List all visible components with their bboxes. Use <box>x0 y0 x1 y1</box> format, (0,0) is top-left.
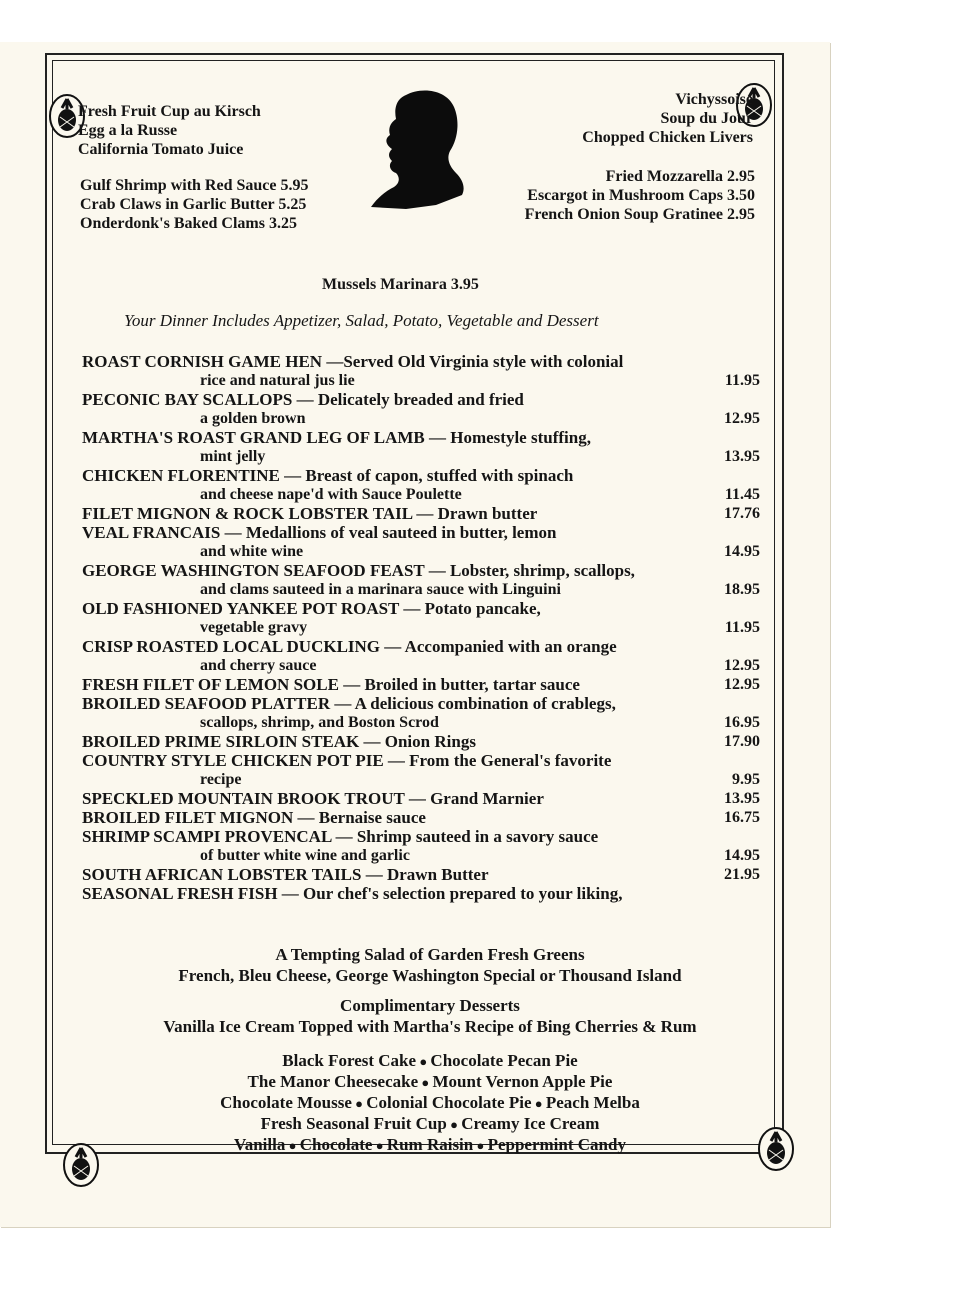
entree-name: SHRIMP SCAMPI PROVENCAL — Shrimp sauteed in a savory sauce <box>82 827 599 846</box>
bullet-icon: ● <box>285 1138 300 1153</box>
entree-description: vegetable gravy <box>200 619 308 636</box>
entree-name: MARTHA'S ROAST GRAND LEG OF LAMB — Homestyle stuffing, <box>82 428 591 447</box>
entree-item <box>82 523 762 561</box>
entree-price: 11.95 <box>724 372 760 389</box>
appetizer-item: Chopped Chicken Livers <box>582 129 753 146</box>
dessert-item: Chocolate Mousse <box>220 1093 352 1112</box>
entree-price: 11.95 <box>724 619 760 636</box>
entree-description: and cheese nape'd with Sauce Poulette <box>200 486 462 503</box>
entree-price: 14.95 <box>724 847 760 864</box>
entree-name: SEASONAL FRESH FISH — Our chef's selection prepared to your liking, <box>82 884 623 903</box>
dessert-item: Fresh Seasonal Fruit Cup <box>260 1114 447 1133</box>
entree-price: 14.95 <box>724 543 760 560</box>
entree-name: COUNTRY STYLE CHICKEN POT PIE — From the General's favorite <box>82 751 612 770</box>
entree-item <box>82 865 762 884</box>
entree-item <box>82 694 762 732</box>
entree-item <box>82 751 762 789</box>
bullet-icon: ● <box>372 1138 387 1153</box>
bullet-icon: ● <box>446 1117 462 1132</box>
bullet-icon: ● <box>351 1096 367 1111</box>
dessert-item: Peppermint Candy <box>487 1135 626 1154</box>
desserts-title: Complimentary Desserts <box>340 996 520 1015</box>
entree-price: 17.76 <box>724 505 760 522</box>
dessert-item: Mount Vernon Apple Pie <box>432 1072 613 1091</box>
appetizers-left <box>78 102 261 159</box>
dessert-item: Chocolate Pecan Pie <box>430 1051 578 1070</box>
entree-item <box>82 561 762 599</box>
dessert-line <box>60 1134 800 1156</box>
entree-description: recipe <box>200 771 242 788</box>
dessert-line <box>60 1050 800 1072</box>
entree-price: 21.95 <box>724 866 760 883</box>
entree-item <box>82 466 762 504</box>
dessert-item: Vanilla <box>234 1135 286 1154</box>
entree-price: 12.95 <box>724 657 760 674</box>
dessert-line <box>60 1071 800 1093</box>
entree-price: 12.95 <box>724 676 760 693</box>
priced-appetizer-item: Crab Claws in Garlic Butter 5.25 <box>80 196 307 213</box>
entree-description: and cherry sauce <box>200 657 317 674</box>
entree-item <box>82 789 762 808</box>
entree-name: CHICKEN FLORENTINE — Breast of capon, stuffed with spinach <box>82 466 574 485</box>
appetizer-item: California Tomato Juice <box>78 141 244 158</box>
dessert-item: Colonial Chocolate Pie <box>366 1093 532 1112</box>
priced-appetizers-left <box>80 176 308 233</box>
entree-item <box>82 884 762 903</box>
entree-item <box>82 504 762 523</box>
bullet-icon: ● <box>531 1096 546 1111</box>
entree-item <box>82 390 762 428</box>
dessert-item: Creamy Ice Cream <box>461 1114 600 1133</box>
priced-appetizer-center: Mussels Marinara 3.95 <box>322 276 479 293</box>
priced-appetizer-item: Escargot in Mushroom Caps 3.50 <box>527 187 755 204</box>
entree-price: 18.95 <box>724 581 760 598</box>
entree-name: BROILED FILET MIGNON — Bernaise sauce <box>82 808 426 827</box>
entree-name: BROILED PRIME SIRLOIN STEAK — Onion Rings <box>82 732 476 751</box>
dessert-item: Black Forest Cake <box>282 1051 417 1070</box>
entree-item <box>82 599 762 637</box>
washington-silhouette-icon <box>366 87 476 212</box>
appetizer-item: Fresh Fruit Cup au Kirsch <box>78 103 261 120</box>
entree-item <box>82 675 762 694</box>
salad-dressings: French, Bleu Cheese, George Washington Special or Thousand Island <box>178 966 682 985</box>
entree-name: ROAST CORNISH GAME HEN —Served Old Virginia style with colonial <box>82 352 624 371</box>
entree-name: FRESH FILET OF LEMON SOLE — Broiled in butter, tartar sauce <box>82 675 580 694</box>
entree-price: 9.95 <box>732 771 760 788</box>
entree-list <box>82 352 762 903</box>
entree-name: VEAL FRANCAIS — Medallions of veal sauteed in butter, lemon <box>82 523 557 542</box>
priced-appetizer-item: French Onion Soup Gratinee 2.95 <box>524 206 755 223</box>
appetizer-item: Vichyssoise <box>675 91 753 108</box>
priced-appetizer-item: Gulf Shrimp with Red Sauce 5.95 <box>80 177 309 194</box>
entree-item <box>82 827 762 865</box>
dessert-item: The Manor Cheesecake <box>247 1072 419 1091</box>
entree-price: 12.95 <box>724 410 760 427</box>
entree-description: and white wine <box>200 543 304 560</box>
bullet-icon: ● <box>416 1054 431 1069</box>
bullet-icon: ● <box>418 1075 433 1090</box>
entree-description: and clams sauteed in a marinara sauce with Linguini <box>200 581 561 598</box>
priced-appetizer-item: Fried Mozzarella 2.95 <box>605 168 755 185</box>
entree-name: BROILED SEAFOOD PLATTER — A delicious combination of crablegs, <box>82 694 616 713</box>
entree-item <box>82 637 762 675</box>
bullet-icon: ● <box>473 1138 488 1153</box>
entree-name: OLD FASHIONED YANKEE POT ROAST — Potato pancake, <box>82 599 541 618</box>
dessert-item: Chocolate <box>299 1135 373 1154</box>
dessert-line <box>60 1092 800 1114</box>
entree-price: 13.95 <box>724 448 760 465</box>
entree-price: 16.95 <box>724 714 760 731</box>
entree-item <box>82 808 762 827</box>
entree-price: 17.90 <box>724 733 760 750</box>
entree-name: PECONIC BAY SCALLOPS — Delicately breaded and fried <box>82 390 524 409</box>
salad-title: A Tempting Salad of Garden Fresh Greens <box>275 945 585 964</box>
entree-name: GEORGE WASHINGTON SEAFOOD FEAST — Lobster, shrimp, scallops, <box>82 561 635 580</box>
entree-name: SOUTH AFRICAN LOBSTER TAILS — Drawn Butter <box>82 865 489 884</box>
entree-description: a golden brown <box>200 410 306 427</box>
dessert-line <box>60 1113 800 1135</box>
entree-price: 13.95 <box>724 790 760 807</box>
entree-name: CRISP ROASTED LOCAL DUCKLING — Accompanied with an orange <box>82 637 617 656</box>
entree-description: rice and natural jus lie <box>200 372 355 389</box>
priced-appetizers-right <box>525 167 755 224</box>
entree-description: mint jelly <box>200 448 266 465</box>
appetizers-right <box>582 90 753 147</box>
dessert-item: Peach Melba <box>545 1093 640 1112</box>
desserts-special: Vanilla Ice Cream Topped with Martha's Recipe of Bing Cherries & Rum <box>163 1017 697 1036</box>
entree-price: 11.45 <box>724 486 760 503</box>
entree-price: 16.75 <box>724 809 760 826</box>
priced-appetizer-item: Onderdonk's Baked Clams 3.25 <box>80 215 297 232</box>
entree-item <box>82 352 762 390</box>
entree-name: SPECKLED MOUNTAIN BROOK TROUT — Grand Marnier <box>82 789 544 808</box>
appetizer-item: Egg a la Russe <box>78 122 178 139</box>
appetizer-item: Soup du Jour <box>660 110 753 127</box>
entree-description: of butter white wine and garlic <box>200 847 410 864</box>
entree-item <box>82 732 762 751</box>
entree-name: FILET MIGNON & ROCK LOBSTER TAIL — Drawn butter <box>82 504 538 523</box>
dinner-includes-heading: Your Dinner Includes Appetizer, Salad, Potato, Vegetable and Dessert <box>124 311 599 330</box>
dessert-item: Rum Raisin <box>386 1135 474 1154</box>
entree-item <box>82 428 762 466</box>
entree-description: scallops, shrimp, and Boston Scrod <box>200 714 439 731</box>
